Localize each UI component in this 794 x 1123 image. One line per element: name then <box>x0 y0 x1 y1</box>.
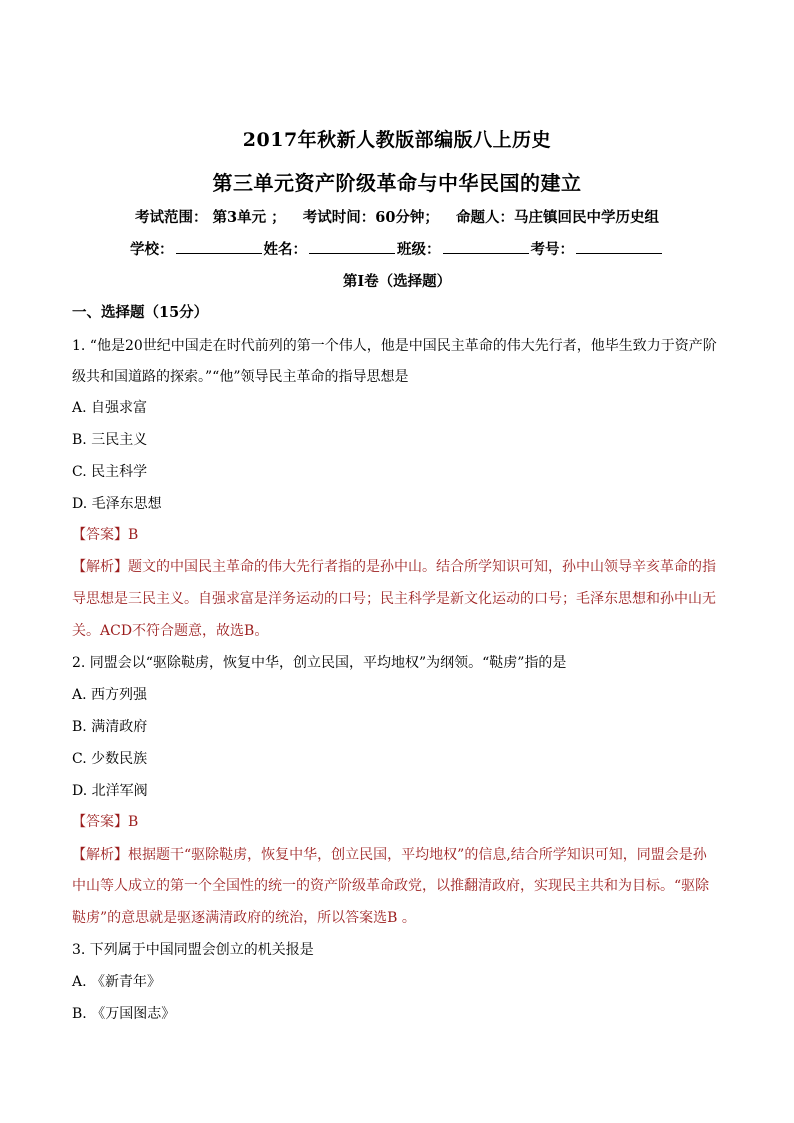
q1-option-b: B. 三民主义 <box>72 432 148 448</box>
field-class-blank <box>443 239 529 254</box>
field-number-label: 考号： <box>530 241 574 258</box>
exam-info-line <box>0 206 794 227</box>
q2-answer: 【答案】B <box>72 814 139 830</box>
field-class-label: 班级： <box>397 241 441 258</box>
q1-analysis-line3: 关。ACD不符合题意，故选B。 <box>72 623 269 639</box>
q1-analysis-line2: 导思想是三民主义。自强求富是洋务运动的口号；民主科学是新文化运动的口号；毛泽东思想和孙中山无 <box>72 591 716 607</box>
q2-option-c: C. 少数民族 <box>72 751 148 767</box>
exam-scope: 考试范围： 第3单元 ； <box>135 209 286 226</box>
q1-stem-line1: 1. “他是20世纪中国走在时代前列的第一个伟人，他是中国民主革命的伟大先行者，他毕生致力于资产阶 <box>72 338 717 354</box>
exam-time: 考试时间：60分钟； <box>302 209 439 226</box>
field-name-blank <box>309 239 395 254</box>
q1-analysis-line1: 【解析】题文的中国民主革命的伟大先行者指的是孙中山。结合所学知识可知，孙中山领导辛亥革命的指 <box>72 559 716 575</box>
q3-stem: 3. 下列属于中国同盟会创立的机关报是 <box>72 942 314 958</box>
q3-option-a: A. 《新青年》 <box>72 974 162 990</box>
q2-option-b: B. 满清政府 <box>72 719 148 735</box>
field-school-label: 学校： <box>130 241 174 258</box>
q2-option-d: D. 北洋军阀 <box>72 783 148 799</box>
q1-answer: 【答案】B <box>72 527 139 543</box>
q2-option-a: A. 西方列强 <box>72 687 148 703</box>
student-fields <box>0 238 794 259</box>
field-school-blank <box>176 239 262 254</box>
field-name-label: 姓名： <box>263 241 307 258</box>
q1-option-d: D. 毛泽东思想 <box>72 496 162 512</box>
exam-author: 命题人：马庄镇回民中学历史组 <box>456 209 659 226</box>
q2-analysis-line1: 【解析】根据题干“驱除鞑虏，恢复中华，创立民国，平均地权”的信息,结合所学知识可知，同盟会是孙 <box>72 847 707 863</box>
q3-option-b: B. 《万国图志》 <box>72 1006 176 1022</box>
q1-option-c: C. 民主科学 <box>72 464 148 480</box>
document-subtitle: 第三单元资产阶级革命与中华民国的建立 <box>212 171 582 195</box>
section-heading: 一、选择题（15分） <box>72 304 209 321</box>
volume-heading: 第I卷（选择题） <box>342 273 452 290</box>
q1-stem-line2: 级共和国道路的探索。”“他”领导民主革命的指导思想是 <box>72 369 409 385</box>
document-title: 2017年秋新人教版部编版八上历史 <box>242 129 552 151</box>
q2-analysis-line2: 中山等人成立的第一个全国性的统一的资产阶级革命政党，以推翻清政府，实现民主共和为目标。“驱除 <box>72 878 710 894</box>
q2-analysis-line3: 鞑虏”的意思就是驱逐满清政府的统治，所以答案选B 。 <box>72 910 416 926</box>
field-number-blank <box>576 239 662 254</box>
q2-stem: 2. 同盟会以“驱除鞑虏，恢复中华，创立民国，平均地权”为纲领。“鞑虏”指的是 <box>72 655 567 671</box>
q1-option-a: A. 自强求富 <box>72 400 148 416</box>
